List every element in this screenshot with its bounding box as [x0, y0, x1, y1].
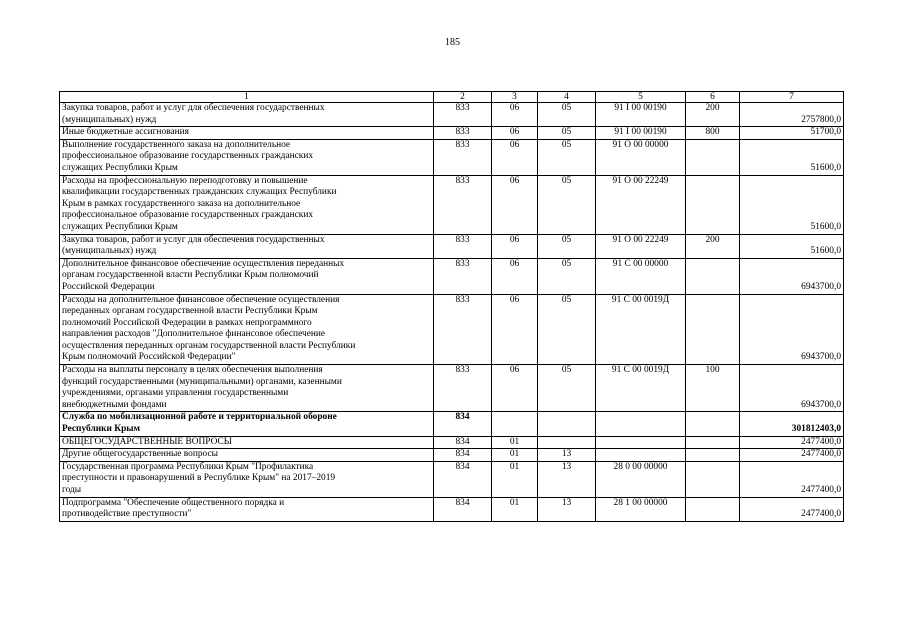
expense-type-cell: [686, 449, 740, 462]
row-name-text: ОБЩЕГОСУДАРСТВЕННЫЕ ВОПРОСЫ: [62, 436, 232, 447]
section-code-cell: [492, 412, 538, 436]
table-row: [60, 436, 844, 449]
department-code-cell: 833: [434, 258, 492, 294]
row-name-text: Служба по мобилизационной работе и территориальной обороне Республики Крым: [62, 412, 337, 435]
section-code-cell: 01: [492, 461, 538, 497]
table-row: [60, 234, 844, 258]
target-article-cell: [596, 412, 686, 436]
section-code-cell: 01: [492, 449, 538, 462]
amount-cell: 51700,0: [740, 127, 844, 140]
expense-type-cell: [686, 139, 740, 175]
amount-cell: 2757800,0: [740, 103, 844, 127]
row-name-cell: [60, 294, 434, 365]
department-code-cell: 834: [434, 412, 492, 436]
row-name-text: Закупка товаров, работ и услуг для обеспечения государственных (муниципальных) нужд: [62, 234, 325, 257]
row-name-cell: [60, 497, 434, 521]
department-code-cell: 833: [434, 365, 492, 412]
column-header: 6: [686, 92, 740, 103]
section-code-cell: 06: [492, 234, 538, 258]
target-article-cell: [596, 449, 686, 462]
section-code-cell: 06: [492, 103, 538, 127]
section-code-cell: 01: [492, 436, 538, 449]
table-row: [60, 175, 844, 234]
table-row: [60, 258, 844, 294]
row-name-cell: [60, 103, 434, 127]
row-name-cell: [60, 436, 434, 449]
row-name-text: Другие общегосударственные вопросы: [62, 449, 218, 460]
expense-type-cell: [686, 175, 740, 234]
table-row: [60, 139, 844, 175]
column-header: 2: [434, 92, 492, 103]
expense-type-cell: 200: [686, 234, 740, 258]
subsection-code-cell: 05: [538, 365, 596, 412]
subsection-code-cell: 13: [538, 461, 596, 497]
department-code-cell: 833: [434, 175, 492, 234]
department-code-cell: 833: [434, 294, 492, 365]
table-row: [60, 103, 844, 127]
row-name-cell: [60, 365, 434, 412]
table-row: [60, 449, 844, 462]
column-header: 4: [538, 92, 596, 103]
table-row: [60, 294, 844, 365]
row-name-text: Расходы на профессиональную переподготовку и повышение квалификации государственных гражданских служащих Республики Крым в рамках государственного заказа на дополнительное профессиональное образование государственных гражданских служащих Республики Крым: [62, 175, 337, 232]
section-code-cell: 06: [492, 258, 538, 294]
target-article-cell: 91 С 00 0019Д: [596, 365, 686, 412]
expense-type-cell: [686, 497, 740, 521]
section-code-cell: 01: [492, 497, 538, 521]
row-name-cell: [60, 139, 434, 175]
column-header: 1: [60, 92, 434, 103]
row-name-text: Иные бюджетные ассигнования: [62, 127, 189, 138]
subsection-code-cell: 05: [538, 294, 596, 365]
subsection-code-cell: 13: [538, 497, 596, 521]
target-article-cell: 91 О 00 22249: [596, 234, 686, 258]
target-article-cell: 91 О 00 22249: [596, 175, 686, 234]
department-code-cell: 834: [434, 497, 492, 521]
department-code-cell: 833: [434, 103, 492, 127]
target-article-cell: 91 О 00 00000: [596, 139, 686, 175]
subsection-code-cell: 05: [538, 103, 596, 127]
row-name-text: Выполнение государственного заказа на дополнительное профессиональное образование государственных гражданских служащих Республики Крым: [62, 139, 314, 173]
subsection-code-cell: [538, 436, 596, 449]
row-name-text: Подпрограмма "Обеспечение общественного порядка и противодействие преступности": [62, 497, 285, 520]
target-article-cell: 91 I 00 00190: [596, 103, 686, 127]
row-name-cell: [60, 175, 434, 234]
expense-type-cell: [686, 294, 740, 365]
expense-type-cell: [686, 461, 740, 497]
amount-cell: 301812403,0: [740, 412, 844, 436]
header-row: [60, 92, 844, 103]
table-row: [60, 365, 844, 412]
amount-cell: 51600,0: [740, 139, 844, 175]
expense-type-cell: 800: [686, 127, 740, 140]
target-article-cell: [596, 436, 686, 449]
table-row: [60, 412, 844, 436]
row-name-cell: [60, 258, 434, 294]
amount-cell: 6943700,0: [740, 365, 844, 412]
row-name-cell: [60, 127, 434, 140]
amount-cell: 51600,0: [740, 234, 844, 258]
subsection-code-cell: 05: [538, 234, 596, 258]
section-code-cell: 06: [492, 139, 538, 175]
subsection-code-cell: 05: [538, 258, 596, 294]
table-row: [60, 127, 844, 140]
expense-type-cell: [686, 412, 740, 436]
amount-cell: 6943700,0: [740, 258, 844, 294]
row-name-text: Расходы на дополнительное финансовое обеспечение осуществления переданных органам государственной власти Республики Крым полномочий Российской Федерации в рамках непрограммного направления расходов "Дополнительное финансовое обеспечение осуществления переданных органам государственной власти Республики Крым полномочий Российской Федерации": [62, 294, 356, 363]
amount-cell: 2477400,0: [740, 436, 844, 449]
subsection-code-cell: [538, 412, 596, 436]
target-article-cell: 91 С 00 0019Д: [596, 294, 686, 365]
row-name-text: Закупка товаров, работ и услуг для обеспечения государственных (муниципальных) нужд: [62, 103, 325, 125]
table-body: [60, 92, 844, 522]
target-article-cell: 28 0 00 00000: [596, 461, 686, 497]
department-code-cell: 834: [434, 449, 492, 462]
target-article-cell: 91 С 00 00000: [596, 258, 686, 294]
amount-cell: 2477400,0: [740, 449, 844, 462]
row-name-cell: [60, 412, 434, 436]
budget-table: [59, 91, 844, 522]
row-name-cell: [60, 234, 434, 258]
expense-type-cell: 100: [686, 365, 740, 412]
department-code-cell: 834: [434, 461, 492, 497]
target-article-cell: 91 I 00 00190: [596, 127, 686, 140]
column-header: 7: [740, 92, 844, 103]
row-name-text: Дополнительное финансовое обеспечение осуществления переданных органам государственной власти Республики Крым полномочий Российской Федерации: [62, 258, 345, 292]
column-header: 5: [596, 92, 686, 103]
row-name-cell: [60, 449, 434, 462]
row-name-text: Расходы на выплаты персоналу в целях обеспечения выполнения функций государственными (муниципальными) органами, казенными учреждениями, органами управления государственными внебюджетными фондами: [62, 365, 342, 410]
expense-type-cell: [686, 436, 740, 449]
row-name-text: Государственная программа Республики Крым "Профилактика преступности и правонарушений в Республике Крым" на 2017–2019 годы: [62, 461, 336, 495]
subsection-code-cell: 05: [538, 139, 596, 175]
section-code-cell: 06: [492, 294, 538, 365]
amount-cell: 51600,0: [740, 175, 844, 234]
subsection-code-cell: 05: [538, 175, 596, 234]
department-code-cell: 833: [434, 234, 492, 258]
department-code-cell: 834: [434, 436, 492, 449]
target-article-cell: 28 1 00 00000: [596, 497, 686, 521]
expense-type-cell: 200: [686, 103, 740, 127]
expense-type-cell: [686, 258, 740, 294]
amount-cell: 2477400,0: [740, 461, 844, 497]
table-row: [60, 461, 844, 497]
column-header: 3: [492, 92, 538, 103]
department-code-cell: 833: [434, 139, 492, 175]
department-code-cell: 833: [434, 127, 492, 140]
page-number: 185: [445, 37, 460, 48]
table-row: [60, 497, 844, 521]
row-name-cell: [60, 461, 434, 497]
amount-cell: 2477400,0: [740, 497, 844, 521]
subsection-code-cell: 05: [538, 127, 596, 140]
section-code-cell: 06: [492, 127, 538, 140]
amount-cell: 6943700,0: [740, 294, 844, 365]
subsection-code-cell: 13: [538, 449, 596, 462]
section-code-cell: 06: [492, 365, 538, 412]
section-code-cell: 06: [492, 175, 538, 234]
